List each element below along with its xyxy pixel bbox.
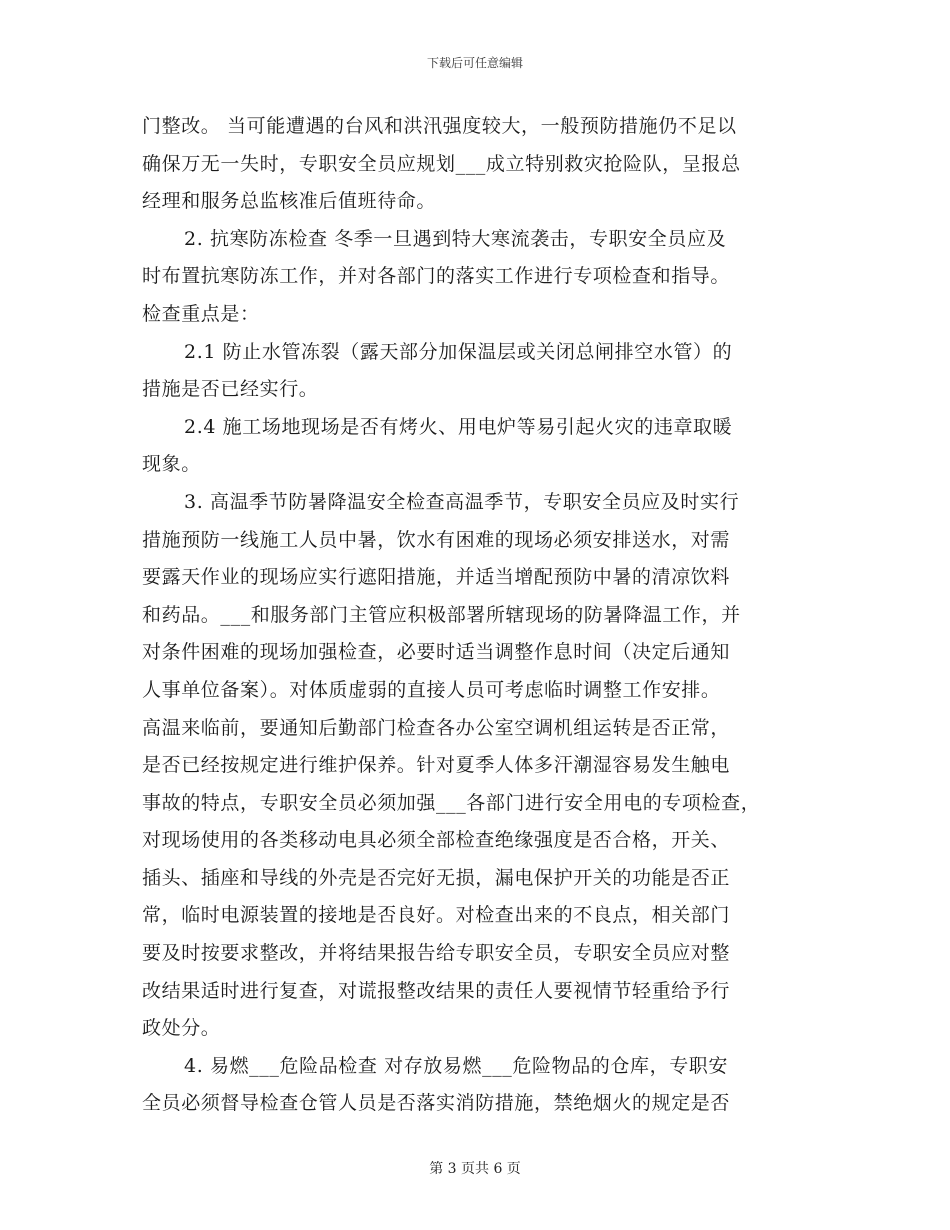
text-line: 时布置抗寒防冻工作，并对各部门的落实工作进行专项检查和指导。 — [142, 265, 731, 288]
text-line: 事故的特点，专职安全员必须加强___各部门进行安全用电的专项检查， — [142, 791, 761, 814]
text-line: 和药品。___和服务部门主管应积极部署所辖现场的防暑降温工作，并 — [142, 603, 741, 626]
text-line: 确保万无一失时，专职安全员应规划___成立特别救灾抢险队，呈报总 — [142, 152, 741, 175]
text-line: 要露天作业的现场应实行遮阳措施，并适当增配预防中暑的清凉饮料 — [142, 566, 731, 589]
text-line: 政处分。 — [142, 1017, 221, 1040]
text-line: 是否已经按规定进行维护保养。针对夏季人体多汗潮湿容易发生触电 — [142, 754, 731, 777]
text-line: 2. 抗寒防冻检查 冬季一旦遇到特大寒流袭击，专职安全员应及 — [184, 227, 727, 250]
text-line: 对条件困难的现场加强检查，必要时适当调整作息时间（决定后通知 — [142, 641, 731, 664]
text-line: 2.4 施工场地现场是否有烤火、用电炉等易引起火灾的违章取暖 — [184, 415, 733, 438]
text-line: 3. 高温季节防暑降温安全检查高温季节，专职安全员应及时实行 — [184, 490, 740, 513]
document-body — [142, 108, 820, 1123]
text-line: 全员必须督导检查仓管人员是否落实消防措施，禁绝烟火的规定是否 — [142, 1092, 731, 1115]
text-line: 2.1 防止水管冻裂（露天部分加保温层或关闭总闸排空水管）的 — [184, 340, 733, 363]
text-line: 措施预防一线施工人员中暑，饮水有困难的现场必须安排送水，对需 — [142, 528, 731, 551]
text-line: 改结果适时进行复查，对谎报整改结果的责任人要视情节轻重给予行 — [142, 979, 731, 1002]
text-line: 人事单位备案）。对体质虚弱的直接人员可考虑临时调整工作安排。 — [142, 678, 721, 701]
text-line: 措施是否已经实行。 — [142, 378, 319, 401]
text-line: 检查重点是： — [142, 302, 260, 325]
page-footer: 第 3 页共 6 页 — [429, 1161, 521, 1177]
text-line: 经理和服务总监核准后值班待命。 — [142, 190, 437, 213]
text-line: 高温来临前，要通知后勤部门检查各办公室空调机组运转是否正常， — [142, 716, 731, 739]
text-line: 插头、插座和导线的外壳是否完好无损，漏电保护开关的功能是否正 — [142, 866, 731, 889]
text-line: 现象。 — [142, 453, 201, 476]
text-line: 门整改。 当可能遭遇的台风和洪汛强度较大，一般预防措施仍不足以 — [142, 115, 737, 137]
text-line: 要及时按要求整改，并将结果报告给专职安全员，专职安全员应对整 — [142, 942, 731, 965]
text-line: 4. 易燃___危险品检查 对存放易燃___危险物品的仓库，专职安 — [184, 1054, 729, 1077]
text-line: 对现场使用的各类移动电具必须全部检查绝缘强度是否合格，开关、 — [142, 829, 731, 852]
page-header: 下载后可任意编辑 — [426, 56, 523, 70]
text-line: 常，临时电源装置的接地是否良好。对检查出来的不良点，相关部门 — [142, 904, 731, 927]
